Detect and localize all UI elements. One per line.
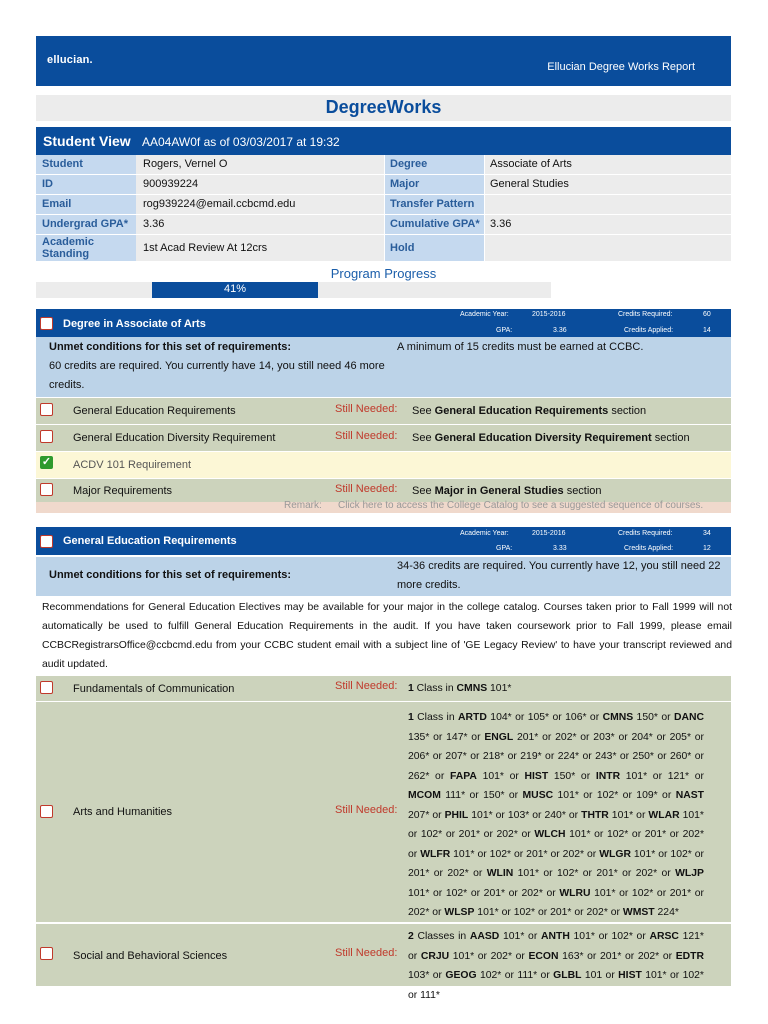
course-dept: PHIL [444,809,469,821]
course-numbers: 101* or 102* or 201* or 202* or [408,887,704,918]
course-numbers: 101* or 102* or 111* [408,970,704,1001]
course-dept: CRJU [420,950,450,962]
course-numbers: 101* or 102* or 201* or 202* or [408,829,704,860]
catalog-link[interactable]: Click here to access the College Catalog to see a suggested sequence of courses. [338,500,704,511]
gpa-value: 3.36 [553,327,567,334]
credits-applied-label: Credits Applied: [624,545,674,552]
course-numbers: 101* or 102* or 109* or [553,790,676,801]
gpa-label: GPA: [496,545,513,552]
credits-required-label: Credits Required: [618,311,673,318]
course-dept: ENGL [484,731,514,743]
course-dept: MCOM [408,790,441,801]
req-name: Social and Behavioral Sciences [73,950,228,962]
course-numbers: 163* or 201* or 202* or [558,950,676,962]
gened-block-title: General Education Requirements [63,535,237,547]
class-count: 1 [408,683,414,694]
unmet-line-1: 34-36 credits are required. You currently have 12, you still need 22 [397,560,721,572]
still-needed-label: Still Needed: [335,680,398,692]
hold-value [484,235,731,261]
class-word: Class in [416,683,454,694]
still-needed-label: Still Needed: [335,403,398,415]
report-banner [36,36,731,86]
unmet-line-2: more credits. [397,579,461,591]
see-section-link[interactable] [412,432,690,444]
course-dept: WLCH [534,829,566,840]
unchecked-box-icon [40,317,53,330]
course-numbers: 111* or 150* or [440,790,523,801]
course-numbers: 150* or [548,770,596,782]
course-numbers: 101* or 202* or [449,950,529,962]
course-dept: WLRU [559,887,591,899]
course-dept: 2 [408,931,414,942]
report-title: Ellucian Degree Works Report [547,61,695,73]
academic-standing-label: Academic Standing [36,235,136,261]
see-tail: section [654,432,690,444]
credits-applied-value: 12 [703,545,711,552]
req-name: General Education Diversity Requirement [73,432,276,444]
req-name: Arts and Humanities [73,806,173,818]
transfer-pattern-label: Transfer Pattern [384,195,484,214]
course-dept: DANC [673,712,704,723]
student-value: Rogers, Vernel O [136,155,384,174]
course-numbers: 207* or [408,809,445,821]
hold-label: Hold [384,235,484,261]
degree-label: Degree [384,155,484,174]
program-progress-title: Program Progress [330,266,437,281]
arts-course-list [408,708,704,923]
course-numbers: 101* or [499,931,541,942]
course-dept: ARSC [649,931,679,942]
course-dept: AASD [469,931,500,942]
still-needed-label: Still Needed: [335,430,398,442]
course-dept: NAST [675,790,704,801]
id-value: 900939224 [136,175,384,194]
unmet-line-2: credits. [49,379,85,391]
course-dept: FAPA [449,770,477,782]
course-dept: CMNS [456,683,488,694]
see-tail: section [566,485,602,497]
course-dept: WMST [622,907,655,918]
credits-required-value: 34 [703,530,711,537]
course-dept: INTR [595,770,621,782]
course-dept: WLJP [675,868,704,879]
course-dept: WLSP [444,907,475,918]
course-dept: WLAR [648,809,680,821]
course-dept: CMNS [602,712,634,723]
academic-year-label: Academic Year: [460,530,509,537]
see-target: General Education Requirements [434,405,609,417]
course-dept: 1 [408,712,414,723]
credits-applied-label: Credits Applied: [624,327,674,334]
academic-standing-value: 1st Acad Review At 12crs [136,235,384,261]
see-word: See [412,485,432,497]
course-numbers: 104* or 105* or 106* or [486,712,603,723]
id-label: ID [36,175,136,194]
app-title: DegreeWorks [36,95,731,121]
course-numbers: 101* or [608,809,649,821]
progress-percent: 41% [223,283,247,295]
degree-value: Associate of Arts [484,155,731,174]
undergrad-gpa-label: Undergrad GPA* [36,215,136,234]
course-dept: WLFR [420,848,451,860]
see-word: See [412,405,432,417]
unchecked-box-icon [40,681,53,694]
gpa-row [36,215,731,235]
see-target: Major in General Studies [434,485,564,497]
course-numbers: 101 or [581,970,619,981]
course-dept: THTR [581,809,609,821]
email-value: rog939224@email.ccbcmd.edu [136,195,384,214]
audit-timestamp: AA04AW0f as of 03/03/2017 at 19:32 [142,135,340,149]
course-dept: WLIN [486,868,514,879]
email-row [36,195,731,215]
see-word: See [412,432,432,444]
credits-applied-value: 14 [703,327,711,334]
course-numbers: 121* or [408,931,704,962]
req-row-diversity[interactable] [36,425,731,451]
remark-row [36,502,731,513]
course-numbers: 101* or 102* or 201* or 202* or [408,809,704,840]
credits-required-label: Credits Required: [618,530,673,537]
course-dept: GLBL [553,970,582,981]
checkmark-icon: ✓ [41,456,52,468]
gpa-label: GPA: [496,327,513,334]
degree-block-header[interactable] [36,309,731,337]
unmet-title: Unmet conditions for this set of requirements: [49,569,292,581]
student-info-grid [36,155,731,262]
unchecked-box-icon [40,483,53,496]
course-numbers: 135* or 147* or [408,731,485,743]
student-label: Student [36,155,136,174]
social-course-list [408,927,704,1005]
student-view-header [36,127,731,155]
email-label: Email [36,195,136,214]
req-row-major[interactable] [36,479,731,502]
course-dept: GEOG [445,970,477,981]
course-numbers: 101* or 102* or 201* or 202* or [450,848,600,860]
req-row-gen-ed[interactable] [36,398,731,424]
degree-unmet-conditions [36,337,731,397]
gpa-value: 3.33 [553,545,567,552]
unchecked-box-icon [40,430,53,443]
id-row [36,175,731,195]
degree-block-title: Degree in Associate of Arts [63,318,206,330]
student-row [36,155,731,175]
course-dept: HIST [618,970,642,981]
ellucian-logo: ellucian. [47,54,93,66]
course-numbers: 103* or [408,970,446,981]
course-numbers: 101* or 102* or 201* or 202* or [474,907,623,918]
req-row-acdv[interactable] [36,452,731,478]
course-numbers: Classes in [413,931,470,942]
unchecked-box-icon [40,947,53,960]
course-numbers: 101* or 103* or 240* or [468,809,582,821]
course-numbers: 101* or [476,770,525,782]
course-numbers: 201* or 202* or 203* or 204* or 205* or 206* or 207* or 218* or 219* or 224* or 243* or 250* or 260* or 262* or [408,731,704,782]
remark-label: Remark: [284,500,322,511]
academic-year-value: 2015-2016 [532,530,566,537]
unmet-line-1: 60 credits are required. You currently have 14, you still need 46 more [49,360,385,372]
student-view-label: Student View [43,133,131,149]
course-numbers: 150* or [633,712,674,723]
course-dept: ECON [528,950,559,962]
course-dept: ANTH [540,931,570,942]
transfer-pattern-value [484,195,731,214]
unmet-title: Unmet conditions for this set of requirements: [49,341,292,353]
cumulative-gpa-label: Cumulative GPA* [384,215,484,234]
major-label: Major [384,175,484,194]
course-numbers: 101* [490,683,512,694]
major-value: General Studies [484,175,731,194]
still-needed-label: Still Needed: [335,804,398,816]
still-needed-label: Still Needed: [335,947,398,959]
see-section-link[interactable] [412,485,602,497]
req-row-communication[interactable] [36,676,731,701]
req-name: Major Requirements [73,485,173,497]
see-section-link[interactable] [412,405,646,417]
standing-row [36,235,731,262]
course-numbers: 101* or 102* or 201* or 202* or [408,848,704,879]
academic-year-value: 2015-2016 [532,311,566,318]
course-requirement [408,683,511,694]
course-numbers: 102* or 111* or [476,970,554,981]
req-name: Fundamentals of Communication [73,683,235,695]
course-numbers: 224* [654,907,679,918]
unchecked-box-icon [40,805,53,818]
course-dept: ARTD [458,712,487,723]
unchecked-box-icon [40,535,53,548]
course-dept: EDTR [675,950,704,962]
unchecked-box-icon [40,403,53,416]
gened-block-header[interactable] [36,527,731,555]
course-dept: WLGR [599,848,631,860]
see-target: General Education Diversity Requirement [434,432,652,444]
course-numbers: 101* or 102* or 201* or 202* or [513,868,676,879]
gened-advisory-text: Recommendations for General Education Electives may be available for your major in the college catalog. Courses taken prior to Fall 1999 will not automatically be used to fulfill General Education Requirements in the audit. If you have taken coursework prior to Fall 1999, please email CCBCRegistrarsOffice@ccbcmd.edu from your CCBC student email with a subject line of 'GE Legacy Review' to have your transcript reviewed and audit updated. [42,602,732,670]
course-dept: MUSC [522,790,554,801]
still-needed-label: Still Needed: [335,483,398,495]
course-numbers: 101* or 102* or 201* or 202* or [408,887,560,899]
credits-required-value: 60 [703,311,711,318]
gened-unmet-conditions [36,557,731,596]
req-name: ACDV 101 Requirement [73,459,192,471]
see-tail: section [611,405,647,417]
course-dept: HIST [524,770,549,782]
unmet-residency: A minimum of 15 credits must be earned at CCBC. [397,341,644,353]
course-numbers: 101* or 121* or [620,770,704,782]
academic-year-label: Academic Year: [460,311,509,318]
req-name: General Education Requirements [73,405,236,417]
course-numbers: Class in [413,712,459,723]
course-numbers: 101* or 102* or [569,931,650,942]
cumulative-gpa-value: 3.36 [484,215,731,234]
undergrad-gpa-value: 3.36 [136,215,384,234]
